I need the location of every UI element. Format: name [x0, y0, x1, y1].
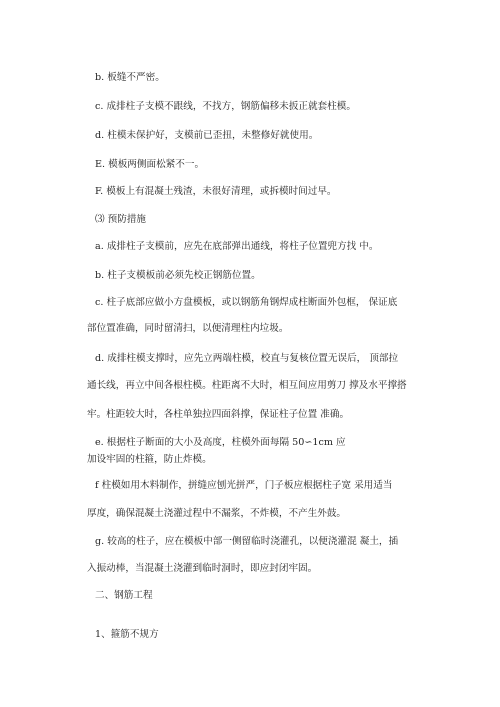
text-line: E. 模板两侧面松紧不一。	[95, 159, 205, 170]
section-heading: 二、钢筋工程	[95, 590, 153, 601]
text-line: a. 成排柱子支模前，应先在底部弹出通线，将柱子位置兜方找 中。	[95, 241, 379, 252]
text-line: b. 板缝不严密。	[95, 72, 165, 83]
text-line: g. 较高的柱子，应在模板中部一侧留临时浇灌孔，以便浇灌混 凝土，插	[95, 536, 399, 547]
text-line: 通长线，再立中间各根柱模。柱距离不大时，相互间应用剪刀 撑及水平撑搭	[87, 380, 407, 391]
section-heading: ⑶ 预防措施	[95, 214, 147, 225]
text-line: c. 成排柱子支模不跟线，不找方，钢筋偏移未扳正就套柱模。	[95, 101, 356, 112]
text-line: c. 柱子底部应做小方盘模板，或以钢筋角钢焊成柱断面外包框， 保证底	[95, 297, 398, 308]
text-line: 加设牢固的柱箍，防止炸模。	[87, 454, 212, 465]
text-line: d. 柱模未保护好，支模前已歪扭，未整修好就使用。	[95, 130, 319, 141]
subsection-heading: 1、箍筋不规方	[95, 629, 159, 640]
text-line: b. 柱子支模板前必须先校正钢筋位置。	[95, 270, 261, 281]
text-line: e. 根据柱子断面的大小及高度，柱模外面每隔 50∽1cm 应	[95, 437, 346, 448]
text-line: f 柱模如用木料制作，拼缝应刨光拼严，门子板应根据柱子宽 采用适当	[95, 480, 393, 491]
text-line: 部位置准确，同时留清扫，以便清理柱内垃圾。	[87, 323, 289, 334]
text-line: F. 模板上有混凝土残渣，未很好清理，或拆模时间过早。	[95, 186, 337, 197]
text-line: 牢。柱距较大时，各柱单独拉四面斜撑，保证柱子位置 准确。	[87, 409, 350, 420]
text-line: d. 成排柱模支撑时，应先立两端柱模，校直与复核位置无误后， 顶部拉	[95, 353, 399, 364]
text-line: 入振动棒，当混凝土浇灌到临时洞时，即应封闭牢固。	[87, 563, 318, 574]
text-line: 厚度，确保混凝土浇灌过程中不漏浆，不炸模，不产生外鼓。	[87, 508, 347, 519]
